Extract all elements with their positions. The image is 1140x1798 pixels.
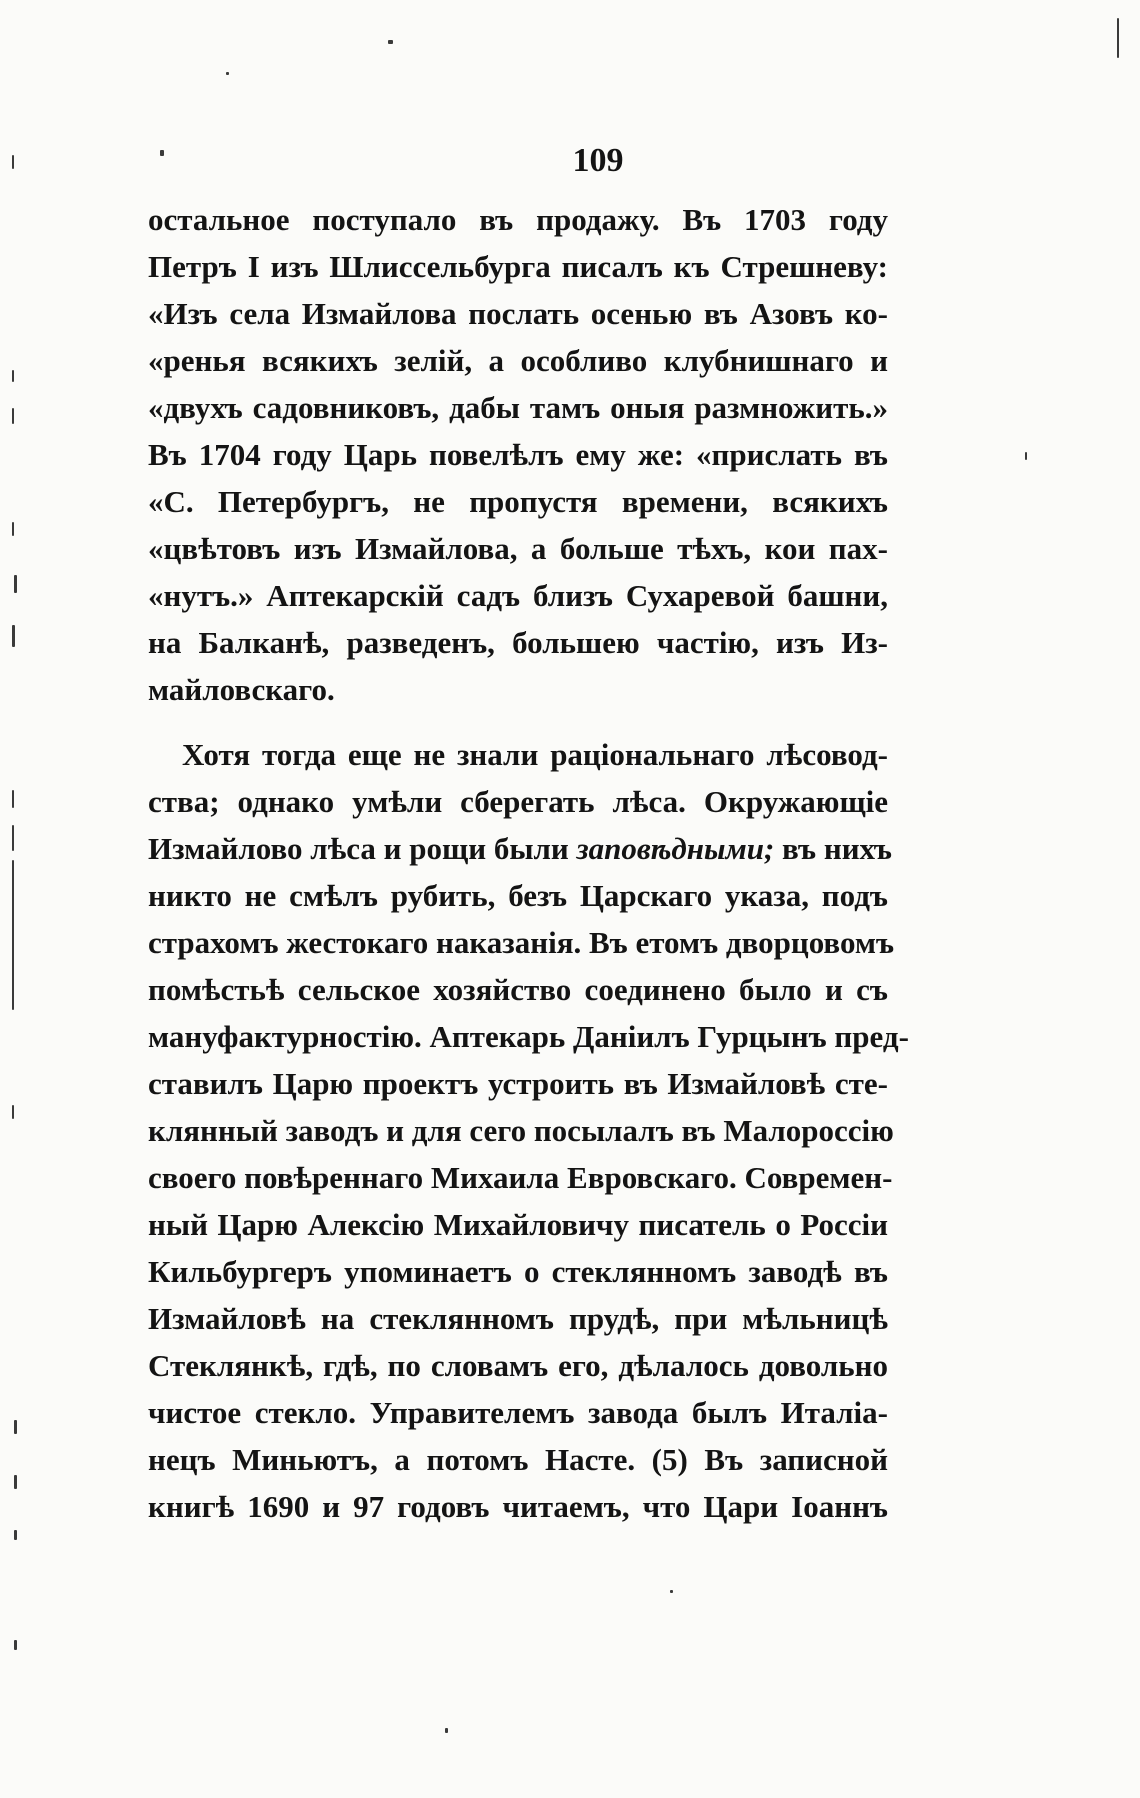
text-line: «С. Петербургъ, не пропустя времени, всякихъ <box>148 484 888 519</box>
text-line: майловскаго. <box>148 672 335 707</box>
text-line: клянный заводъ и для сего посылалъ въ Малороссію <box>148 1113 894 1148</box>
scan-speck <box>12 522 14 536</box>
text-line: никто не смѣлъ рубить, безъ Царскаго указа, подъ <box>148 878 888 913</box>
scan-speck <box>14 575 17 593</box>
scan-speck <box>12 790 14 808</box>
text-line: на Балканѣ, разведенъ, большею частію, изъ Из- <box>148 625 888 660</box>
text-segment: Измайлово лѣса и рощи были <box>148 831 569 866</box>
text-line: «ренья всякихъ зелій, а особливо клубнишнаго и <box>148 343 888 378</box>
text-line: ства; однако умѣли сберегать лѣса. Окружающіе <box>148 784 888 819</box>
scan-speck <box>12 825 14 851</box>
text-line: книгѣ 1690 и 97 годовъ читаемъ, что Цари Іоаннъ <box>148 1489 888 1524</box>
scan-speck <box>12 1105 14 1119</box>
text-line: «двухъ садовниковъ, дабы тамъ оныя размножить.» <box>148 390 888 425</box>
scan-speck <box>670 1590 673 1593</box>
scan-speck <box>12 370 14 382</box>
italic-emphasis: заповѣдными; <box>576 831 775 866</box>
text-line: чистое стекло. Управителемъ завода былъ Италіа- <box>148 1395 888 1430</box>
scan-speck <box>160 150 164 156</box>
text-line: Въ 1704 году Царь повелѣлъ ему же: «прислать въ <box>148 437 888 472</box>
text-line: «Изъ села Измайлова послать осенью въ Азовъ ко- <box>148 296 888 331</box>
text-line: «цвѣтовъ изъ Измайлова, а больше тѣхъ, кои пах- <box>148 531 888 566</box>
text-line: Петръ I изъ Шлиссельбурга писалъ къ Стрешневу: <box>148 249 888 284</box>
scan-speck <box>14 1640 17 1650</box>
text-line: страхомъ жестокаго наказанія. Въ етомъ дворцовомъ <box>148 925 895 960</box>
scan-speck <box>12 155 14 169</box>
scan-speck <box>388 40 393 44</box>
paragraph-1 <box>148 196 888 713</box>
text-line: «нутъ.» Аптекарскій садъ близъ Сухаревой башни, <box>148 578 888 613</box>
body-text <box>148 196 909 1530</box>
page-number: 109 <box>572 142 624 179</box>
text-line: ный Царю Алексію Михайловичу писатель о Россіи <box>148 1207 888 1242</box>
scan-speck <box>445 1728 448 1733</box>
text-line: мануфактурностію. Аптекарь Даніилъ Гурцынъ пред- <box>148 1019 909 1054</box>
scan-speck <box>14 1530 17 1540</box>
text-line: своего повѣреннаго Михаила Евровскаго. Современ- <box>148 1160 893 1195</box>
text-segment: въ нихъ <box>782 831 892 866</box>
text-line: Кильбургеръ упоминаетъ о стеклянномъ заводѣ въ <box>148 1254 888 1289</box>
scan-speck <box>14 1475 17 1489</box>
text-line: ставилъ Царю проектъ устроить въ Измайловѣ сте- <box>148 1066 888 1101</box>
text-line: Хотя тогда еще не знали раціональнаго лѣсовод- <box>182 737 888 772</box>
scan-speck <box>1117 18 1119 58</box>
scan-speck <box>1025 452 1027 460</box>
text-line: нецъ Миньютъ, а потомъ Насте. (5) Въ записной <box>148 1442 888 1477</box>
text-line: помѣстьѣ сельское хозяйство соединено было и съ <box>148 972 888 1007</box>
scan-speck <box>14 1420 17 1434</box>
scan-speck <box>12 408 14 424</box>
scan-speck <box>226 72 229 75</box>
text-line: Стеклянкѣ, гдѣ, по словамъ его, дѣлалось довольно <box>148 1348 888 1383</box>
scan-speck <box>12 625 15 647</box>
scan-speck <box>12 860 14 1010</box>
text-line-with-emphasis <box>148 825 892 872</box>
text-line: остальное поступало въ продажу. Въ 1703 году <box>148 202 888 237</box>
paragraph-2 <box>148 731 909 1530</box>
text-line: Измайловѣ на стеклянномъ прудѣ, при мѣльницѣ <box>148 1301 888 1336</box>
